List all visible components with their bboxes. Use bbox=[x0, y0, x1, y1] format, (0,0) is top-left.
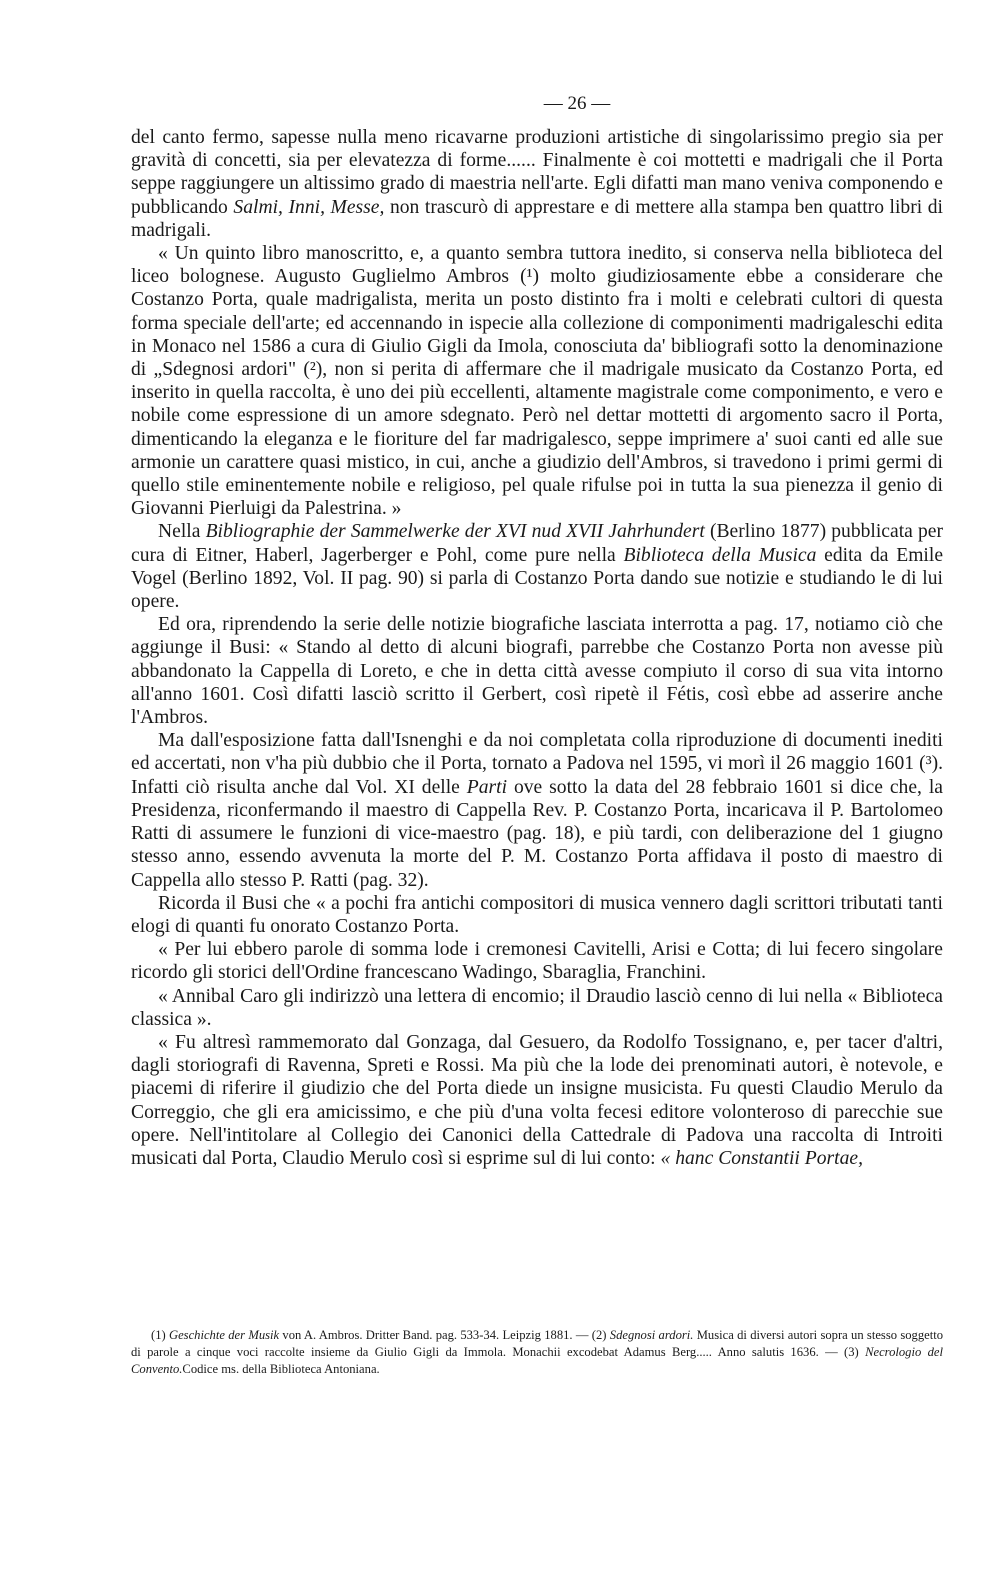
paragraph bbox=[131, 892, 943, 938]
text-run: (Berlino 1877) pubblicata per cura di Eitner, Haberl, Jagerberger e Pohl, come pure nella bbox=[131, 521, 944, 566]
text-run: « Annibal Caro gli indirizzò una lettera di encomio; il Draudio lasciò cenno di lui nella « Biblioteca classica ». bbox=[131, 985, 943, 1030]
paragraph bbox=[131, 520, 943, 613]
text-run: del canto fermo, sapesse nulla meno ricavarne produzioni artistiche di singolarissimo pregio sia per gravità di concetti, sia per elevatezza di forme...... Finalmente è coi mottetti e madrigali che il Porta seppe raggiungere un altissimo grado di maestria nell'arte. Egli difatti man mano veniva componendo e pubblicando bbox=[131, 127, 943, 218]
footnote-italic-text: Sdegnosi ardori. bbox=[609, 1328, 694, 1342]
paragraph bbox=[131, 1031, 943, 1170]
text-run: Ed ora, riprendendo la serie delle notizie biografiche lasciata interrotta a pag. 17, notiamo ciò che aggiunge il Busi: « Stando al detto di alcuni biografi, parrebbe che Costanzo Porta non avesse più abbandonato la Cappella di Loreto, e che in detta città avesse compiuto il corso di sua vita intorno all'anno 1601. Così difatti lasciò scritto il Gerbert, così ripetè il Fétis, così ebbe ad asserire anche l'Ambros. bbox=[131, 614, 943, 729]
text-run: « Fu altresì rammemorato dal Gonzaga, dal Gesuero, da Rodolfo Tossignano, e, per tacer d'altri, dagli storiografi di Ravenna, Spreti e Rossi. Ma più che la lode dei prenominati autori, è notevole, e piacemi di riferire il giudizio che del Porta diede un insigne musicista. Fu questi Claudio Merulo da Correggio, che gli era amicissimo, e che più d'una volta fecesi editore volonteroso di parecchie sue opere. Nell'intitolare al Collegio dei Canonici della Cattedrale di Padova una raccolta di Introiti musicati dal Porta, Claudio Merulo così si esprime sul di lui conto: bbox=[131, 1031, 943, 1169]
italic-text: Salmi, Inni, Messe, bbox=[233, 196, 385, 218]
paragraph bbox=[131, 126, 943, 242]
footnotes bbox=[131, 1327, 943, 1378]
italic-text: Bibliographie der Sammelwerke der XVI nud XVII Jahrhundert bbox=[205, 521, 705, 543]
italic-text: « hanc Constantii Portae, bbox=[660, 1147, 863, 1169]
text-run: ove sotto la data del 28 febbraio 1601 si dice che, la Presidenza, riconfermando il maestro di Cappella Rev. P. Costanzo Porta, incaricava il P. Bartolomeo Ratti di assumere le funzioni di vice-maestro (pag. 18), e più tardi, con deliberazione del 1 giugno stesso anno, essendo avvenuta la morte del P. M. Costanzo Porta affidava il posto di maestro di Cappella allo stesso P. Ratti (pag. 32). bbox=[131, 776, 943, 891]
paragraph bbox=[131, 729, 943, 891]
text-run: Ma dall'esposizione fatta dall'Isnenghi e da noi completata colla riproduzione di documenti inediti ed accertati, non v'ha più dubbio che il Porta, tornato a Padova nel 1595, vi morì il 26 maggio 1601 (³). Infatti ciò risulta anche dal Vol. XI delle bbox=[131, 730, 943, 798]
text-run: « Un quinto libro manoscritto, e, a quanto sembra tuttora inedito, si conserva nella biblioteca del liceo bolognese. Augusto Guglielmo Ambros (¹) molto giudiziosamente ebbe a considerare che Costanzo Porta, quale madrigalista, merita un posto distinto fra i molti e celebrati cultori di questa forma speciale dell'arte; ed accennando in ispecie alla collezione di componimenti madrigaleschi edita in Monaco nel 1586 a cura di Giulio Gigli da Imola, conosciuta da' bibliografi sotto la denominazione di „Sdegnosi ardori" (²), non si perita di affermare che il madrigale musicato da Costanzo Porta, ed inserito in quella raccolta, è uno dei più eccellenti, altamente magistrale come componimento, e vero e nobile come espressione di un amore sdegnato. Però nel dettar mottetti di argomento sacro il Porta, dimenticando la eleganza e le fioriture del far madrigalesco, seppe imprimere a' suoi canti ed alle sue armonie un carattere quasi mistico, in cui, anche a giudizio dell'Ambros, si travedono i primi germi di quello stile eminentemente nobile e religioso, pel quale rifulse poi in tutta la sua pienezza il genio di Giovanni Pierluigi da Palestrina. » bbox=[131, 243, 943, 520]
body-text bbox=[131, 126, 943, 1170]
footnotes-paragraph bbox=[131, 1327, 943, 1378]
footnote-text-run: (1) bbox=[151, 1328, 169, 1342]
paragraph bbox=[131, 242, 943, 520]
text-run: edita da Emile Vogel (Berlino 1892, Vol. II pag. 90) si parla di Costanzo Porta dando sue notizie e studiando le di lui opere. bbox=[131, 544, 944, 613]
paragraph bbox=[131, 613, 943, 729]
footnote-text-run: Musica di diversi autori sopra un stesso soggetto di parole a cinque voci raccolte insieme da Giulio Gigli da Immola. Monachii excodebat Adamus Berg..... Anno salutis 1636. — (3) bbox=[131, 1328, 943, 1359]
paragraph bbox=[131, 985, 943, 1031]
footnote-italic-text: Necrologio del Convento. bbox=[131, 1345, 944, 1376]
footnote-italic-text: Geschichte der Musik bbox=[169, 1328, 280, 1342]
text-run: Ricorda il Busi che « a pochi fra antichi compositori di musica vennero dagli scrittori tributati tanti elogi di quanti fu onorato Costanzo Porta. bbox=[131, 892, 943, 937]
text-run: Nella bbox=[158, 521, 206, 543]
italic-text: Biblioteca della Musica bbox=[623, 544, 817, 566]
page-content bbox=[131, 88, 943, 1170]
text-run: non trascurò di apprestare e di mettere alla stampa ben quattro libri di madrigali. bbox=[131, 196, 943, 241]
text-run: « Per lui ebbero parole di somma lode i cremonesi Cavitelli, Arisi e Cotta; di lui fecero singolare ricordo gli storici dell'Ordine francescano Wadingo, Sbaraglia, Franchini. bbox=[131, 939, 943, 984]
footnote-text-run: von A. Ambros. Dritter Band. pag. 533-34. Leipzig 1881. — (2) bbox=[279, 1328, 610, 1342]
italic-text: Parti bbox=[466, 776, 508, 798]
paragraph bbox=[131, 938, 943, 984]
footnote-text-run: Codice ms. della Biblioteca Antoniana. bbox=[182, 1362, 380, 1376]
page-number: — 26 — bbox=[543, 93, 611, 114]
